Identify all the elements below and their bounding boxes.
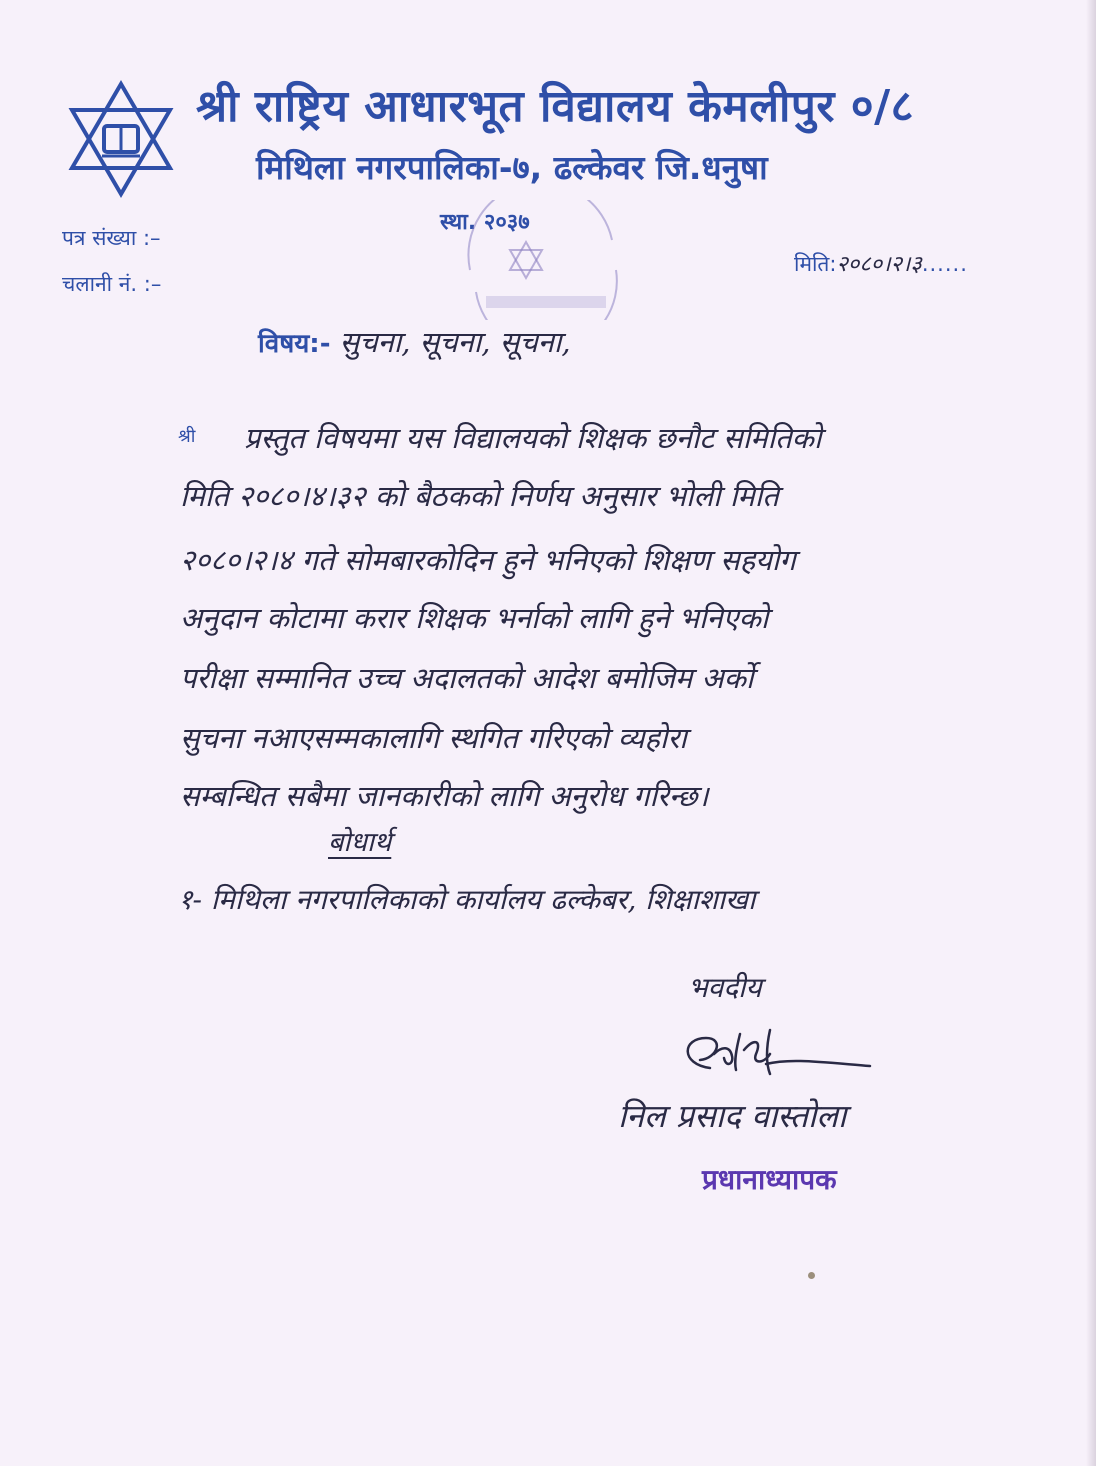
date-dots: ......: [921, 252, 968, 276]
date-label: मिति:: [794, 252, 837, 276]
established-year: स्था. २०३७: [440, 210, 530, 235]
school-name: श्री राष्ट्रिय आधारभूत विद्यालय केमलीपुर ०/८: [196, 81, 915, 132]
subject-label: विषय:-: [258, 329, 331, 359]
body-line-2: मिति २०८०।४।३२ को बैठकको निर्णय अनुसार भोली मिति: [180, 479, 779, 513]
body-line-3: २०८०।२।४ गते सोमबारकोदिन हुने भनिएको शिक्षण सहयोग: [180, 543, 796, 577]
subject-line: [258, 322, 571, 361]
salutation: श्री: [178, 426, 196, 447]
signature-icon: [670, 1024, 880, 1088]
date-value: २०८०।२।३: [836, 252, 922, 277]
cc-item: १- मिथिला नगरपालिकाको कार्यालय ढल्केबर, शिक्षाशाखा: [178, 883, 756, 916]
school-seal-icon: [456, 200, 626, 320]
dispatch-number-label: चलानी नं. :–: [62, 272, 162, 296]
closing-regards: भवदीय: [688, 971, 762, 1004]
body-line-5: परीक्षा सम्मानित उच्च अदालतको आदेश बमोजिम अर्को: [180, 661, 754, 695]
body-line-4: अनुदान कोटामा करार शिक्षक भर्नाको लागि हुने भनिएको: [180, 601, 769, 635]
body-line-1: प्रस्तुत विषयमा यस विद्यालयको शिक्षक छनौट समितिको: [244, 421, 822, 455]
reference-number-label: पत्र संख्या :–: [62, 226, 161, 250]
paper-edge: [1086, 0, 1096, 1466]
paper-speck: [808, 1272, 815, 1279]
subject-text: सुचना, सूचना, सूचना,: [339, 325, 571, 359]
school-address: मिथिला नगरपालिका-७, ढल्केवर जि.धनुषा: [256, 148, 768, 187]
cc-label: बोधार्थ: [328, 827, 392, 858]
school-logo-icon: [62, 80, 180, 198]
body-line-6: सुचना नआएसम्मकालागि स्थगित गरिएको व्यहोरा: [180, 721, 687, 755]
body-line-7: सम्बन्धित सबैमा जानकारीको लागि अनुरोध गरिन्छ।: [180, 779, 709, 813]
signer-title-stamp: प्रधानाध्यापक: [702, 1163, 837, 1196]
date-line: [794, 248, 968, 278]
signer-name: निल प्रसाद वास्तोला: [618, 1097, 847, 1135]
